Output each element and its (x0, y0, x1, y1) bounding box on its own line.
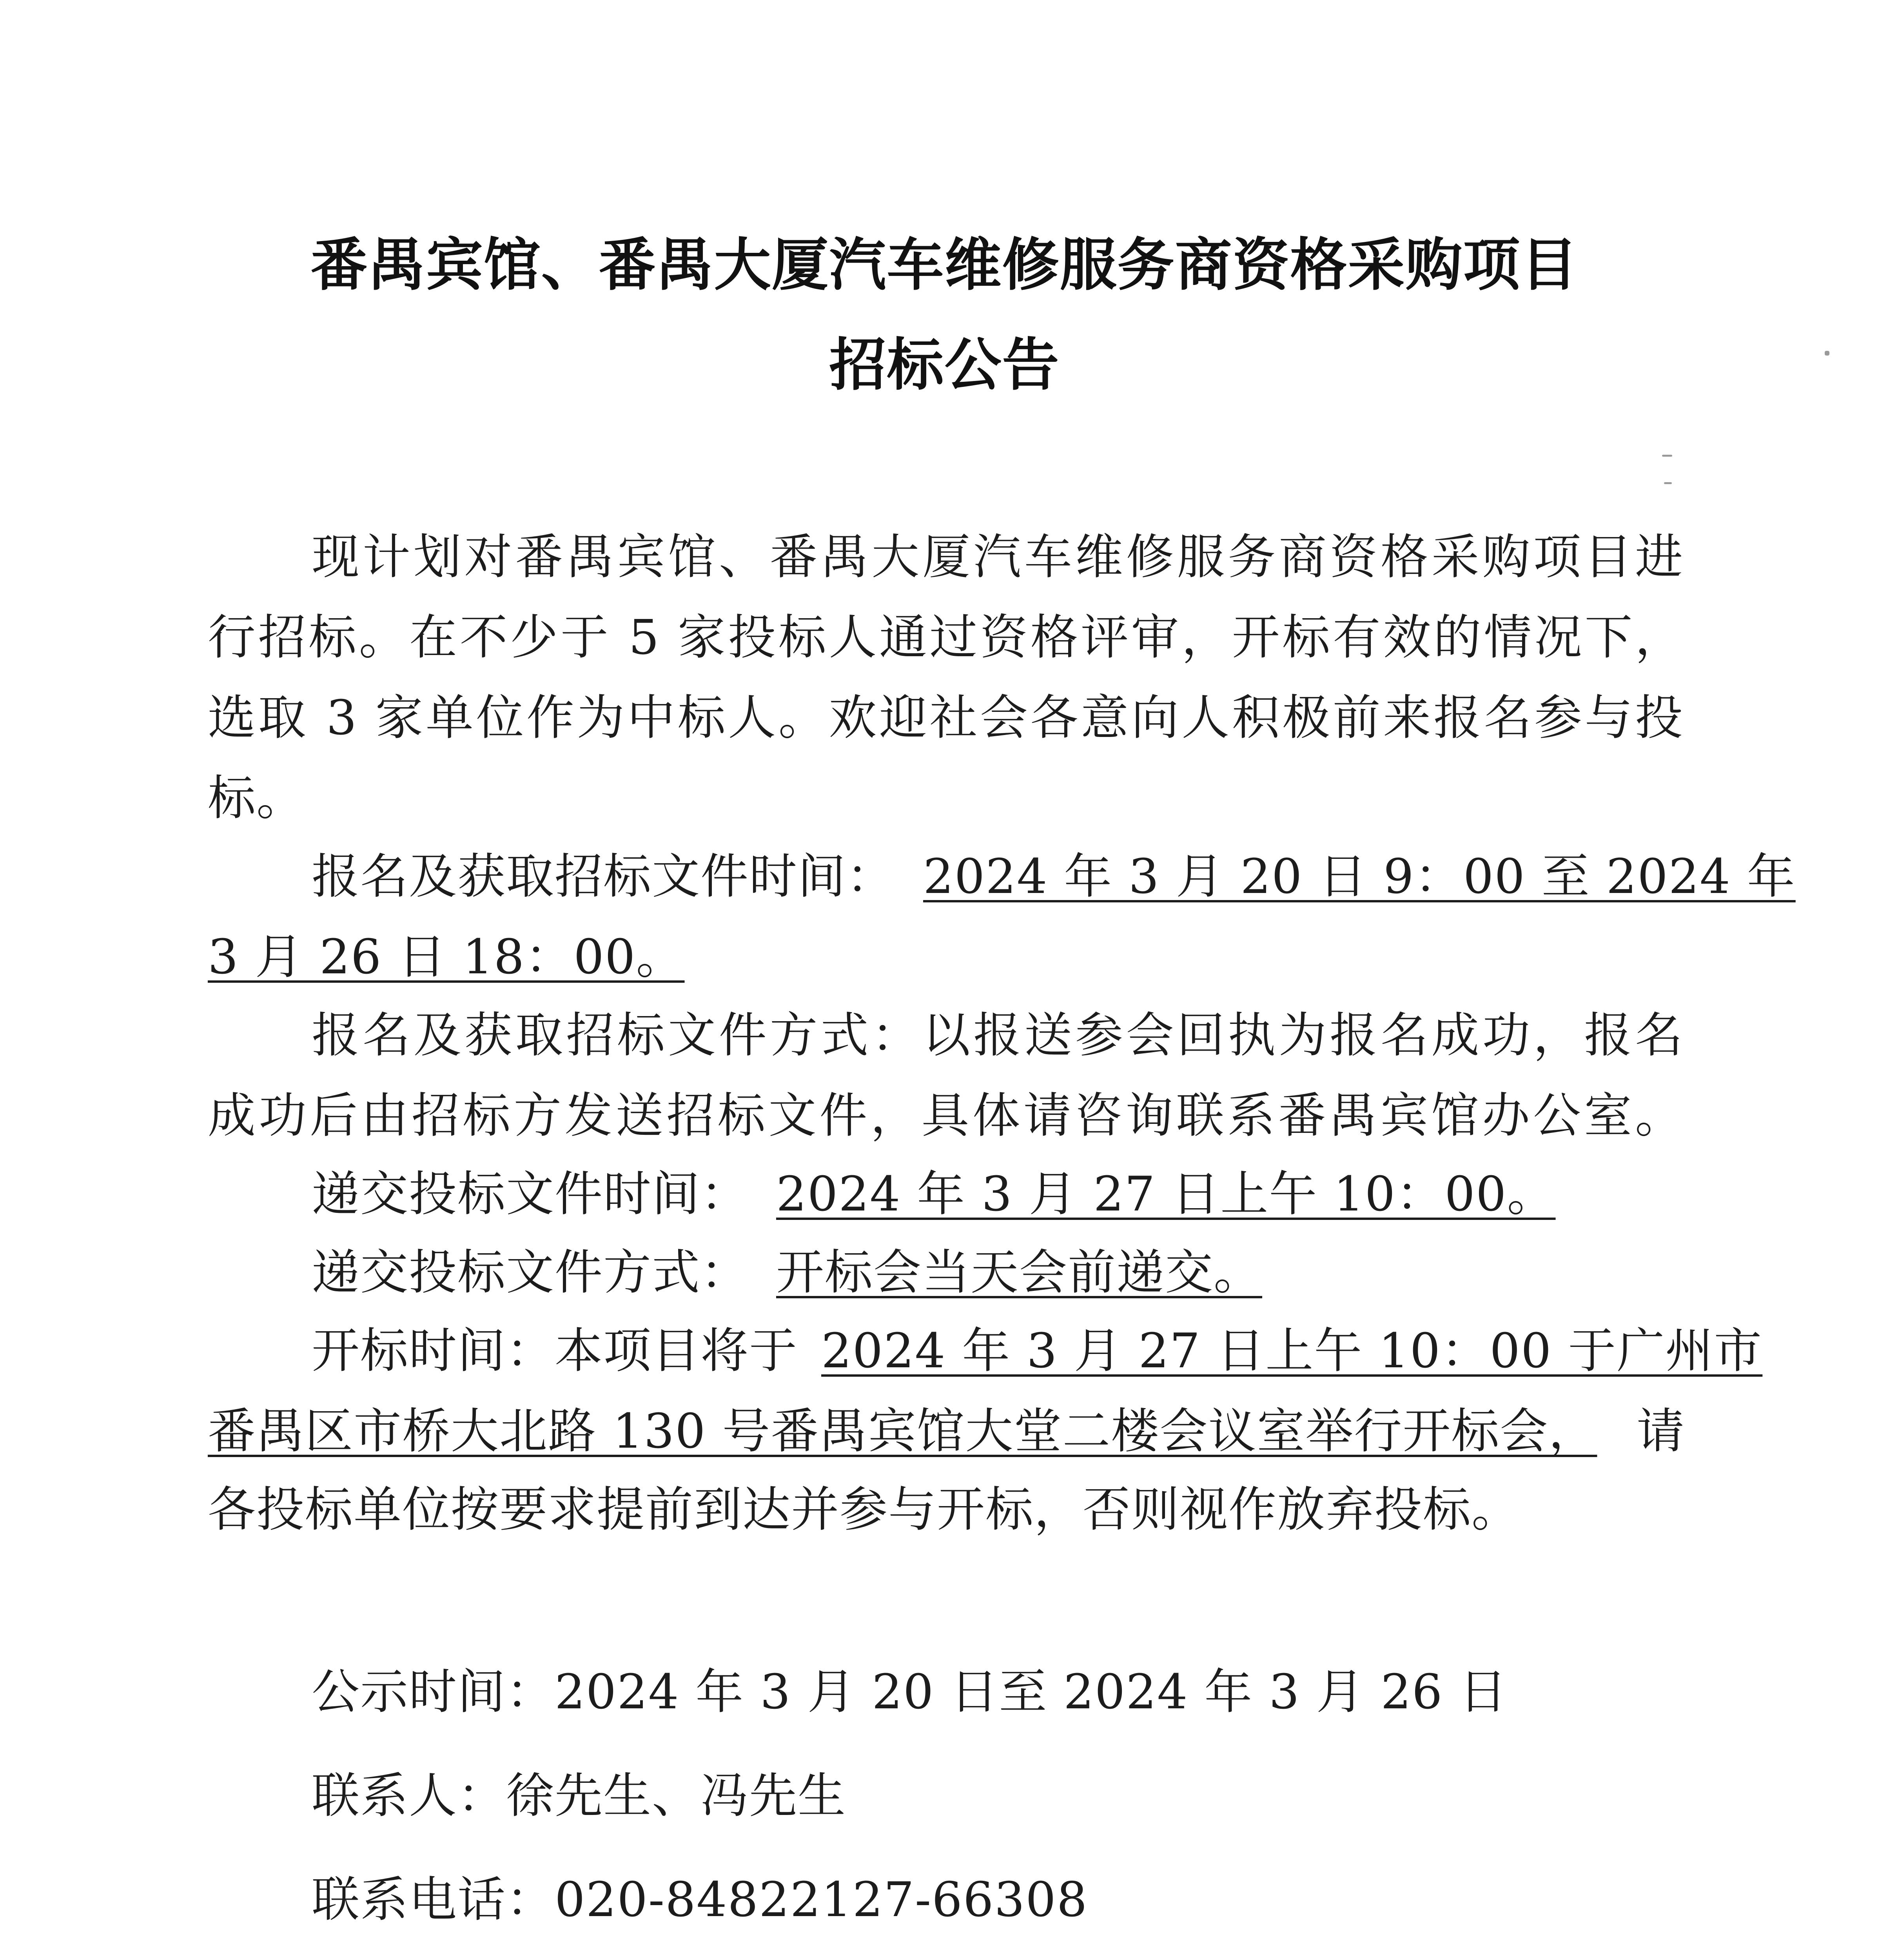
submission-time-value: 2024 年 3 月 27 日上午 10：00。 (776, 1166, 1556, 1222)
registration-method-line-1: 报名及获取招标文件方式：以报送参会回执为报名成功，报名 (312, 1007, 1684, 1063)
intro-line-2: 行招标。在不少于 5 家投标人通过资格评审，开标有效的情况下， (208, 610, 1684, 665)
opening-label: 开标时间：本项目将于 (312, 1323, 798, 1379)
opening-value-part-2: 番禺区市桥大北路 130 号番禺宾馆大堂二楼会议室举行开标会， (208, 1403, 1597, 1459)
registration-time-label: 报名及获取招标文件时间： (312, 849, 895, 904)
intro-line-4: 标。 (208, 770, 305, 826)
submission-time-label: 递交投标文件时间： (312, 1166, 749, 1222)
submission-method-label: 递交投标文件方式： (312, 1245, 749, 1300)
notice-period: 公示时间：2024 年 3 月 20 日至 2024 年 3 月 26 日 (312, 1664, 1508, 1720)
opening-value-part-1: 2024 年 3 月 27 日上午 10：00 于广州市 (821, 1323, 1763, 1379)
scan-speck (1825, 351, 1829, 356)
registration-time-value-part-2: 3 月 26 日 18：00。 (208, 929, 685, 985)
opening-line-3: 各投标单位按要求提前到达并参与开标，否则视作放弃投标。 (208, 1482, 1520, 1537)
registration-method-line-2: 成功后由招标方发送招标文件，具体请咨询联系番禺宾馆办公室。 (208, 1088, 1684, 1143)
intro-line-1: 现计划对番禺宾馆、番禺大厦汽车维修服务商资格采购项目进 (312, 529, 1684, 585)
document-title-line-1: 番禺宾馆、番禺大厦汽车维修服务商资格采购项目 (310, 232, 1579, 298)
document-title-line-2: 招标公告 (829, 332, 1060, 398)
scan-speck (1662, 455, 1672, 457)
scan-speck (1664, 482, 1672, 484)
contact-phone: 联系电话：020-84822127-66308 (312, 1872, 1088, 1927)
registration-time-value-part-1: 2024 年 3 月 20 日 9：00 至 2024 年 (923, 849, 1796, 904)
contact-person: 联系人：徐先生、冯先生 (312, 1768, 846, 1824)
submission-method-value: 开标会当天会前递交。 (776, 1245, 1262, 1300)
opening-after-text: 请 (1637, 1403, 1685, 1459)
intro-line-3: 选取 3 家单位作为中标人。欢迎社会各意向人积极前来报名参与投 (208, 690, 1684, 746)
